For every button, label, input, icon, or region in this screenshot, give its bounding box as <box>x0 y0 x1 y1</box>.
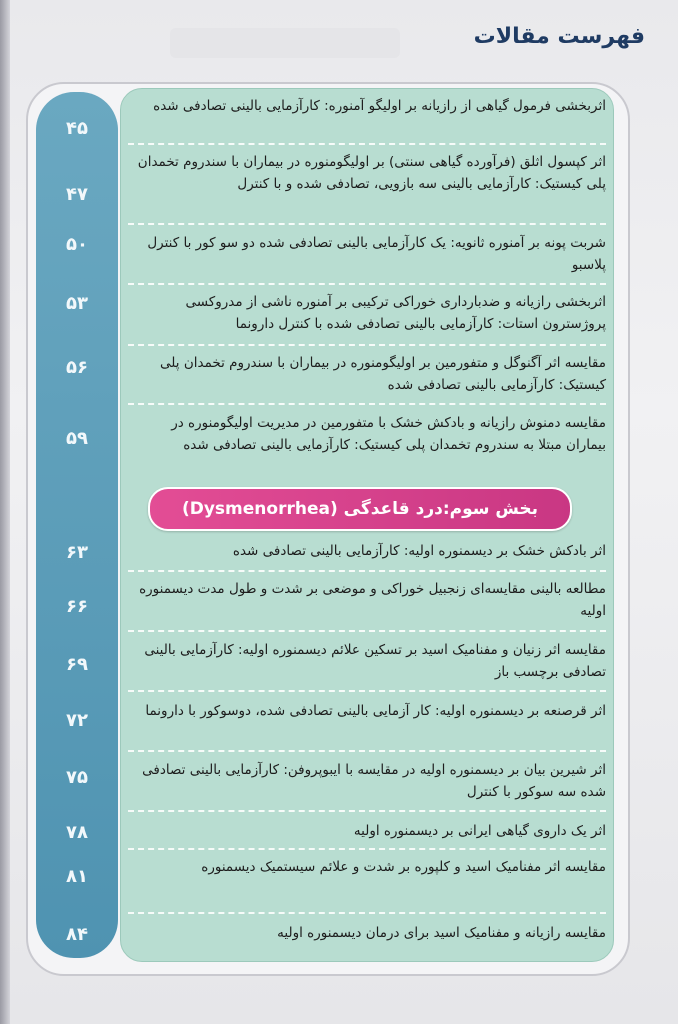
toc-entry-page: ۵۹ <box>66 428 88 449</box>
entry-divider <box>128 344 606 346</box>
toc-entry-page: ۵۰ <box>66 234 88 255</box>
toc-entry-title: مقایسه اثر زنیان و مفنامیک اسید بر تسکین علائم دیسمنوره اولیه: کارآزمایی بالینی تصادفی برچسب باز <box>144 642 606 680</box>
toc-entry-page: ۶۶ <box>66 596 88 617</box>
toc-entry-page: ۷۲ <box>66 710 88 731</box>
toc-entry-page: ۵۶ <box>66 357 88 378</box>
toc-entry-page: ۸۱ <box>66 866 88 887</box>
toc-entry-title: شربت پونه بر آمنوره ثانویه: یک کارآزمایی بالینی تصادفی شده دو سو کور با کنترل پلاسبو <box>147 235 606 273</box>
toc-entry-title: مقایسه اثر آگنوگل و متفورمین بر اولیگومنوره در بیماران با سندروم تخمدان پلی کیستیک: کارآزمایی بالینی تصادفی شده <box>160 355 606 393</box>
toc-entry-title: اثر کپسول اثلق (فرآورده گیاهی سنتی) بر اولیگومنوره در بیماران با سندروم تخمدان پلی کیستیک: کارآزمایی بالینی سه بازویی، تصادفی شده و با کنترل <box>137 154 606 192</box>
toc-entry-title: مقایسه دمنوش رازیانه و بادکش خشک با متفورمین در مدیریت اولیگومنوره در بیماران مبتلا به سندروم تخمدان پلی کیستیک: کارآزمایی بالینی تصادفی شده <box>171 415 606 453</box>
toc-entry-title: اثر بادکش خشک بر دیسمنوره اولیه: کارآزمایی بالینی تصادفی شده <box>232 543 606 559</box>
entry-divider <box>128 690 606 692</box>
entry-divider <box>128 750 606 752</box>
toc-entry-page: ۶۹ <box>66 654 88 675</box>
toc-entry-page: ۵۳ <box>66 293 88 314</box>
book-spine-shadow <box>0 0 10 1024</box>
toc-entry-title: مطالعه بالینی مقایسه‌ای زنجبیل خوراکی و موضعی بر شدت و طول مدت دیسمنوره اولیه <box>139 581 606 619</box>
toc-entry-title: اثربخشی رازیانه و ضدبارداری خوراکی ترکیبی بر آمنوره ناشی از مدروکسی پروژسترون استات: کارآزمایی بالینی تصادفی شده با کنترل دارونما <box>185 294 606 332</box>
toc-entry-title: اثر قرصنعه بر دیسمنوره اولیه: کار آزمایی بالینی تصادفی شده، دوسوکور با دارونما <box>145 703 606 719</box>
toc-entry-title: مقایسه اثر مفنامیک اسید و کلپوره بر شدت و علائم سیستمیک دیسمنوره <box>201 859 606 875</box>
entry-divider <box>128 810 606 812</box>
entry-divider <box>128 143 606 145</box>
entry-divider <box>128 848 606 850</box>
entry-divider <box>128 630 606 632</box>
toc-entry-page: ۴۵ <box>66 118 88 139</box>
toc-entry-page: ۷۸ <box>66 822 88 843</box>
toc-entry-page: ۸۴ <box>66 924 88 945</box>
toc-entry-title: اثر یک داروی گیاهی ایرانی بر دیسمنوره اولیه <box>353 823 606 839</box>
entry-divider <box>128 570 606 572</box>
toc-entry-page: ۶۳ <box>66 542 88 563</box>
entry-divider <box>128 403 606 405</box>
entry-divider <box>128 283 606 285</box>
page-title: فهرست مقالات <box>473 24 645 49</box>
entry-divider <box>128 912 606 914</box>
toc-entry-title: مقایسه رازیانه و مفنامیک اسید برای درمان دیسمنوره اولیه <box>277 925 606 941</box>
entry-divider <box>128 223 606 225</box>
toc-entry-title: اثربخشی فرمول گیاهی از رازیانه بر اولیگو آمنوره: کارآزمایی بالینی تصادفی شده <box>153 98 606 114</box>
section-heading-dysmenorrhea: بخش سوم:درد قاعدگی (Dysmenorrhea) <box>148 487 572 531</box>
toc-entry-page: ۷۵ <box>66 767 88 788</box>
toc-entry-title: اثر شیرین بیان بر دیسمنوره اولیه در مقایسه با ایبوپروفن: کارآزمایی بالینی تصادفی شده سه سوکور با کنترل <box>142 762 606 800</box>
toc-entry-page: ۴۷ <box>66 184 88 205</box>
